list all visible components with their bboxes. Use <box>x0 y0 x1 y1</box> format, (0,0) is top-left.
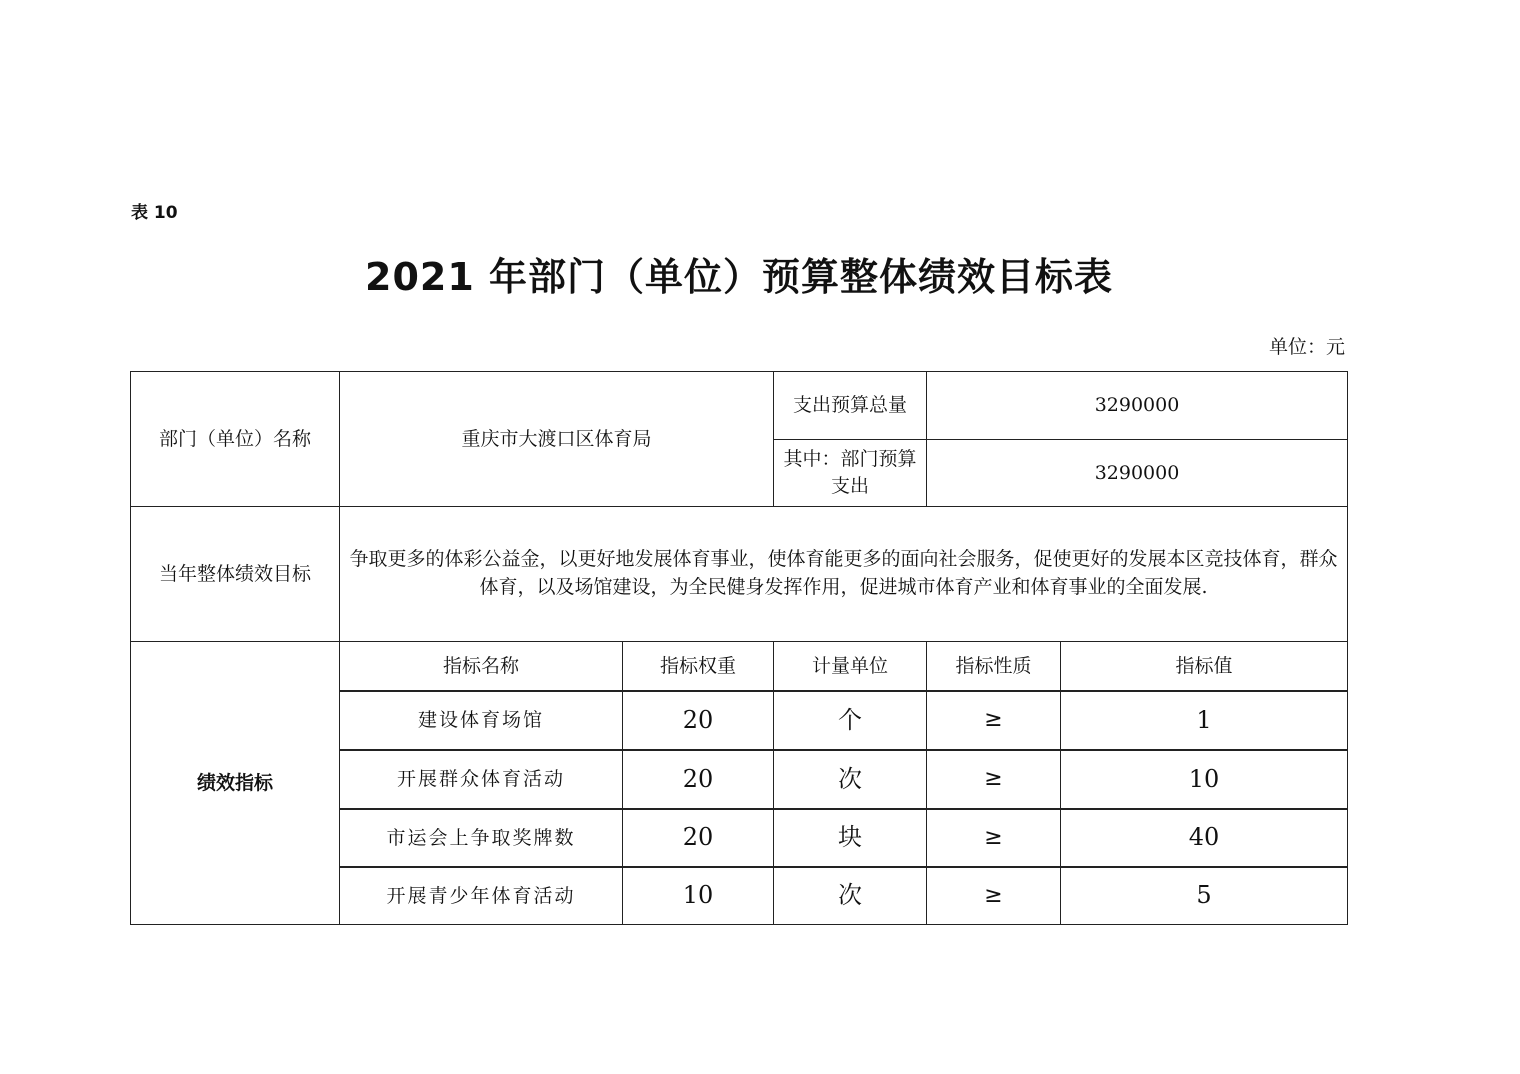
goal-text: 争取更多的体彩公益金，以更好地发展体育事业，使体育能更多的面向社会服务，促使更好的发展本区竞技体育，群众体育，以及场馆建设，为全民健身发挥作用，促进城市体育产业和体育事业的全面发展. <box>349 548 1338 598</box>
indicator-weight: 10 <box>682 881 714 910</box>
indicator-nature: ≥ <box>984 766 1003 792</box>
indicator-name: 市运会上争取奖牌数 <box>386 826 576 849</box>
indicator-value: 40 <box>1188 823 1220 852</box>
table-border-bottom <box>130 924 1348 925</box>
column-header-weight: 指标权重 <box>659 654 736 677</box>
total-budget-value: 3290000 <box>1094 394 1180 417</box>
indicator-weight: 20 <box>682 705 714 734</box>
column-header-unit: 计量单位 <box>811 654 888 677</box>
indicator-weight: 20 <box>682 764 714 793</box>
indicator-value: 10 <box>1188 764 1220 793</box>
indicator-value: 1 <box>1196 705 1212 734</box>
unit-label: 单位：元 <box>1268 336 1345 358</box>
indicator-name: 开展青少年体育活动 <box>386 884 576 907</box>
page-title: 2021 年部门（单位）预算整体绩效目标表 <box>365 255 1113 299</box>
table-number: 表 10 <box>131 203 178 223</box>
indicator-name: 开展群众体育活动 <box>396 768 565 791</box>
indicator-unit: 块 <box>838 823 862 852</box>
indicator-unit: 次 <box>838 881 862 910</box>
indicator-nature: ≥ <box>984 707 1003 733</box>
indicator-nature: ≥ <box>984 824 1003 850</box>
indicator-unit: 次 <box>838 764 862 793</box>
column-header-value: 指标值 <box>1175 654 1233 677</box>
goal-label: 当年整体绩效目标 <box>158 562 311 585</box>
dept-budget-label: 其中：部门预算支出 <box>783 448 917 497</box>
dept-name-value: 重庆市大渡口区体育局 <box>461 427 652 450</box>
indicator-value: 5 <box>1196 881 1212 910</box>
indicator-name: 建设体育场馆 <box>417 709 544 732</box>
column-header-nature: 指标性质 <box>955 654 1032 677</box>
total-budget-label: 支出预算总量 <box>792 394 907 417</box>
indicators-section-label: 绩效指标 <box>196 771 273 794</box>
indicator-weight: 20 <box>682 823 714 852</box>
table-border-right <box>1347 371 1348 925</box>
indicator-unit: 个 <box>838 705 862 734</box>
indicator-nature: ≥ <box>984 882 1003 908</box>
column-header-indicator-name: 指标名称 <box>442 654 519 677</box>
dept-budget-value: 3290000 <box>1094 461 1180 484</box>
dept-name-label: 部门（单位）名称 <box>158 427 311 450</box>
